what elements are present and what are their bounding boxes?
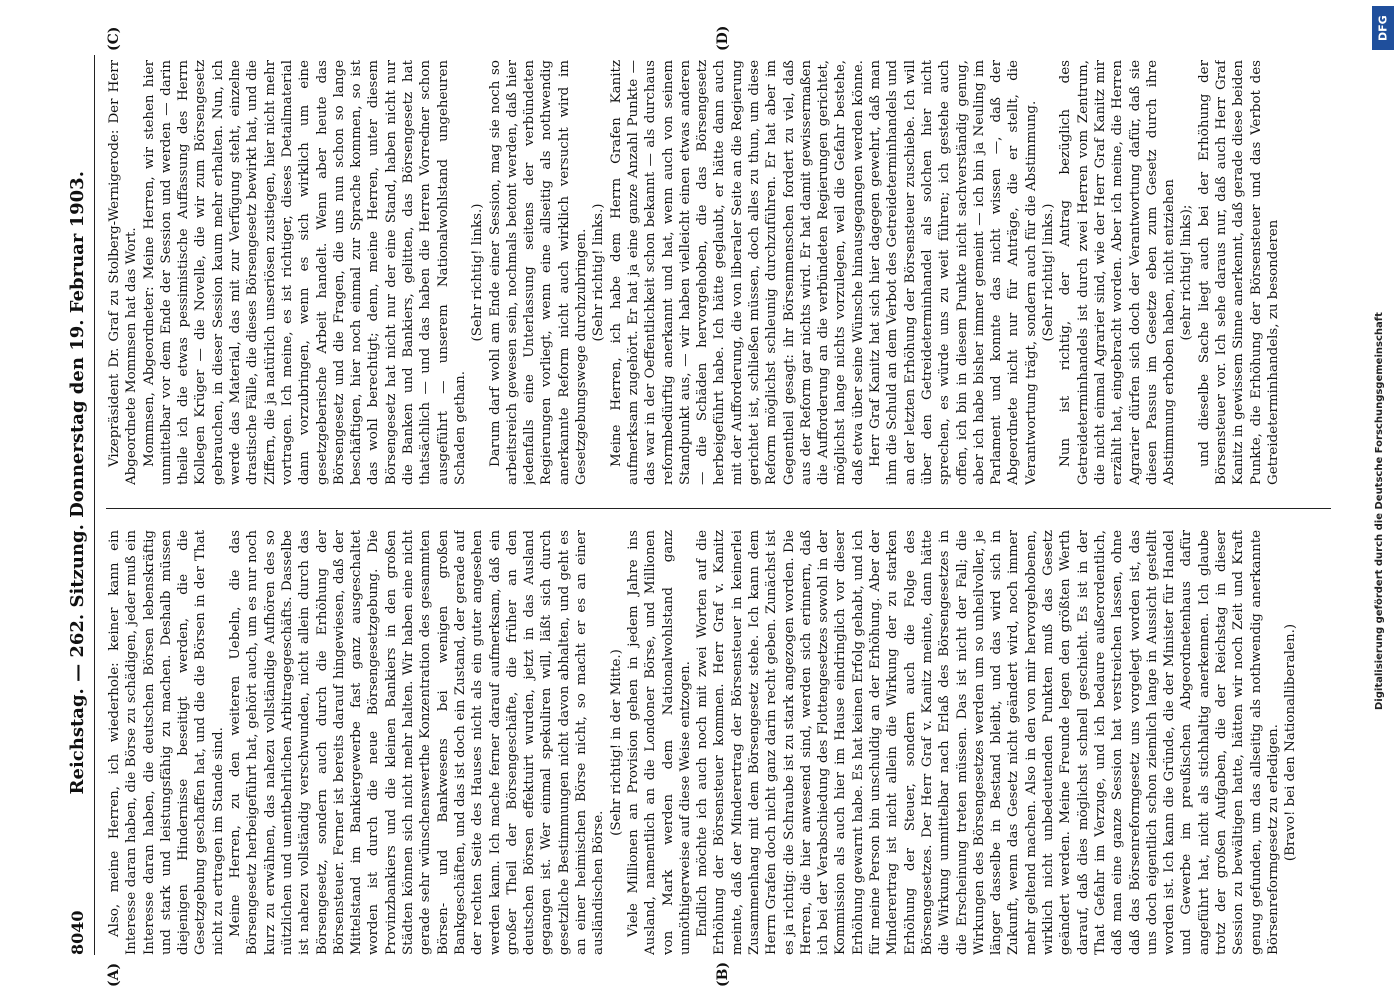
dfg-logo: DFG: [1372, 6, 1394, 50]
page-header: [60, 55, 95, 955]
paragraph: Nun ist richtig, der Antrag bezüglich des Getreideterminhandels ist durch zwei Herren vom Zentrum, die nicht einmal Agrarier sind, wie der Herr Graf Kanitz mir erzählt hat, eingebracht worden. Aber ich meine, die Herren Agrarier dürfen sich doch der Verantwortung dafür, daß sie diesen Passus im Gesetze eben zum Gesetz durch ihre Abstimmung erhoben haben, nicht entziehen: [1058, 60, 1178, 485]
rotated-page: [60, 25, 1340, 987]
margin-marker-d: (D): [715, 25, 731, 51]
paragraph: und dieselbe Sache liegt auch bei der Erhöhung der Börsensteuer vor. Ich sehe daraus nur, daß auch Herr Graf Kanitz in gewissem Sinne anerkennt, daß gerade diese beiden Punkte, die Erhöhung der Börsensteuer und das Verbot des Getreideterminhandels, zu besonderen: [1196, 60, 1281, 485]
margin-marker-a: (A): [106, 962, 122, 987]
paragraph: Also, meine Herren, ich wiederhole: keiner kann ein Interesse daran haben, die Börse zu schädigen, jeder muß ein Interesse daran haben, die deutschen Börsen lebenskräftig und stark und leistungsfähig zu machen. Deshalb müssen diejenigen Hindernisse beseitigt werden, die die Gesetzgebung geschaffen hat, und die die Börsen in der That nicht zu ertragen im Stande sind.: [107, 530, 226, 955]
right-column: [106, 60, 1331, 485]
interjection: (Sehr richtig! links.): [470, 203, 486, 342]
left-column: [106, 530, 1331, 955]
interjection: (Bravo! bei den Nationalliberalen.): [1283, 623, 1299, 862]
speaker-paragraph: Vizepräsident Dr. Graf zu Stolberg-Wernigerode: Der Herr Abgeordnete Mommsen hat das Wort.: [107, 60, 140, 485]
digitization-note: Digitalisierung gefördert durch die Deutsche Forschungsgemeinschaft: [1374, 312, 1385, 710]
margin-marker-b: (B): [715, 961, 731, 987]
margin-marker-c: (C): [106, 26, 122, 51]
paragraph: Endlich möchte ich auch noch mit zwei Worten auf die Erhöhung der Börsensteuer kommen. Herr Graf v. Kanitz meinte, daß der Minderertrag der Börsensteuer in keinerlei Zusammenhang mit dem Börsengesetz stehe. Ich kann dem Herrn Grafen doch nicht ganz darin recht geben. Zunächst ist es ja richtig: die Schraube ist zu stark angezogen worden. Die Herren, die hier anwesend sind, werden sich erinnern, daß ich bei der Verabschiedung des Flottengesetzes sowohl in der Kommission als auch hier im Hause eindringlich vor dieser Erhöhung gewarnt habe. Es hat keinen Erfolg gehabt, und ich für meine Person bin unschuldig an der Erhöhung. Aber der Minderertrag ist nicht allein die Wirkung der zu starken Erhöhung der Steuer, sondern auch die Folge des Börsengesetzes. Der Herr Graf v. Kanitz meinte, dann hätte die Wirkung unmittelbar nach Erlaß des Börsengesetzes in die Erscheinung treten müssen. Das ist nicht der Fall; die Wirkungen des Börsengesetzes werden um so unheilvoller, je länger dasselbe in Bestand bleibt, und das wird sich in Zukunft, wenn das Gesetz nicht geändert wird, noch immer mehr geltend machen. Also in den von mir hervorgehobenen, wirklich nicht unbedeutenden Punkten muß das Gesetz geändert werden. Meine Freunde legen den größten Werth darauf, daß dies möglichst schnell geschieht. Es ist in der That Gefahr im Verzuge, und ich bedaure außerordentlich, daß man eine ganze Session hat verstreichen lassen, ohne daß das Börsenreformgesetz uns vorgelegt worden ist, das uns doch eigentlich schon ziemlich lange in Aussicht gestellt worden ist. Ich kann die Gründe, die der Minister für Handel und Gewerbe im preußischen Abgeordnetenhaus dafür angeführt hat, nicht als stichhaltig anerkennen. Ich glaube trotz der großen Aufgaben, die der Reichstag in dieser Session zu bewältigen hatte, hätten wir noch Zeit und Kraft genug gefunden, um das allseitig als nothwendig anerkannte Börsenreformgesetz zu erledigen.: [695, 530, 1281, 955]
interjection: (sehr richtig! links);: [1179, 204, 1195, 341]
paragraph: Darum darf wohl am Ende einer Session, mag sie noch so arbeitsreich gewesen sein, nochmals betont werden, daß hier jedenfalls eine Unterlassung seitens der verbündeten Regierungen vorliegt, wenn eine allseitig als nothwendig anerkannte Reform nicht auch wirklich versucht wird im Gesetzgebungswege durchzubringen.: [487, 60, 590, 485]
speaker-paragraph: Mommsen, Abgeordneter: Meine Herren, wir stehen hier unmittelbar vor dem Ende der Session und werden — darin theile ich die etwas pessimistische Auffassung des Herrn Kollegen Krüger — die Novelle, die wir zum Börsengesetz gebrauchen, in dieser Session kaum mehr erhalten. Nun, ich werde das Material, das mit zur Verfügung steht, einzelne drastische Fälle, die dieses Börsengesetz bewirkt hat, und die Ziffern, die ja natürlich unseriösen zustiegen, hier nicht mehr vortragen. Ich meine, es ist richtiger, dieses Detailmaterial dann vorzubringen, wenn es sich wirklich um eine gesetzgeberische Arbeit handelt. Wenn aber heute das Börsengesetz und die Fragen, die uns nun schon so lange beschäftigen, hier noch einmal zur Sprache kommen, so ist das wohl berechtigt; denn, meine Herren, unter diesem Börsengesetz hat nicht nur der eine Stand, haben nicht nur die Banken und Bankiers, gelitten, das Börsengesetz hat thatsächlich — und das haben die Herren Vorredner schon ausgeführt — unserem Nationalwohlstand ungeheuren Schaden gethan.: [141, 60, 468, 485]
paragraph: Meine Herren, ich habe dem Herrn Grafen Kanitz aufmerksam zugehört. Er hat ja eine ganze Anzahl Punkte — das war in der Oeffentlichkeit schon bekannt — als durchaus reformbedürftig anerkannt und hat, wenn auch von seinem Standpunkt aus, — wir haben vielleicht einen etwas anderen — die Schäden hervorgehoben, die das Börsengesetz herbeigeführt habe. Ich hätte geglaubt, er hätte dann auch mit der Aufforderung, die von liberaler Seite an die Regierung gerichtet ist, schließen müssen, doch alles zu thun, um diese Reform möglichst schleunig durchzuführen. Er hat aber im Gegentheil gesagt: ihr Börsenmenschen fordert zu viel, daß aus der Reform gar nichts wird. Er hat damit gewissermaßen die Aufforderung an die verbündeten Regierungen gerichtet, möglichst lange nichts vorzulegen, weil die Gefahr bestehe, daß etwa über seine Wünsche hinausgegangen werden könne.: [608, 60, 866, 485]
interjection: (Sehr richtig! in der Mitte.): [608, 649, 624, 836]
paragraph: Viele Millionen an Provision gehen in jedem Jahre ins Ausland, namentlich an die Londoner Börse, und Millionen von Mark werden dem Nationalwohlstand ganz unnöthigerweise auf diese Weise entzogen.: [625, 530, 693, 955]
column-divider: [106, 508, 1331, 509]
interjection: (Sehr richtig! links.): [591, 203, 607, 342]
paragraph: Herr Graf Kanitz hat sich hier dagegen gewehrt, daß man ihm die Schuld an dem Verbot des Getreideterminhandels und an der letzten Erhöhung der Börsensteuer zuschiebe. Ich will über den Getreideterminhandel als solchen hier nicht sprechen, es würde uns zu weit führen; ich gestehe auch offen, ich bin in diesem Punkte nicht sachverständig genug, aber ich habe bisher immer gemeint — ich bin ja Neuling im Parlament und konnte das nicht wissen —, daß der Abgeordnete nicht nur für Anträge, die er stellt, die Verantwortung trägt, sondern auch für die Abstimmung.: [868, 60, 1039, 485]
archive-stamp: [1370, 0, 1397, 1000]
paragraph: Meine Herren, zu den weiteren Uebeln, die das Börsengesetz herbeigeführt hat, gehört auch, um es nur noch kurz zu erwähnen, das nahezu vollständige Aufhören des so nützlichen und unentbehrlichen Arbitragegeschäfts. Dasselbe ist nahezu vollständig verschwunden, nicht allein durch das Börsengesetz, sondern auch durch die Erhöhung der Börsensteuer. Ferner ist bereits darauf hingewiesen, daß der Mittelstand im Bankiergewerbe fast ganz ausgeschaltet worden ist durch die neue Börsengesetzgebung. Die Provinzbankiers und die kleinen Bankiers in den großen Städten können sich nicht mehr halten. Wir haben eine nicht gerade sehr wünschenswerthe Konzentration des gesammten Börsen- und Bankwesens bei wenigen großen Bankgeschäften, und das ist doch ein Zustand, der gerade auf der rechten Seite des Hauses nicht als ein guter angesehen werden kann. Ich mache ferner darauf aufmerksam, daß ein großer Theil der Börsengeschäfte, die früher an den deutschen Börsen effektuirt wurden, jetzt in das Ausland gegangen ist. Wer einmal spekuliren will, läßt sich durch gesetzliche Bestimmungen nicht davon abhalten, und geht es an einer heimischen Börse nicht, so macht er es an einer ausländischen Börse.: [228, 530, 607, 955]
interjection: (Sehr richtig! links.): [1041, 203, 1057, 342]
page-number: 8040: [67, 910, 87, 955]
running-title: Reichstag. — 262. Sitzung. Donnerstag den 19. Februar 1903.: [66, 171, 88, 795]
